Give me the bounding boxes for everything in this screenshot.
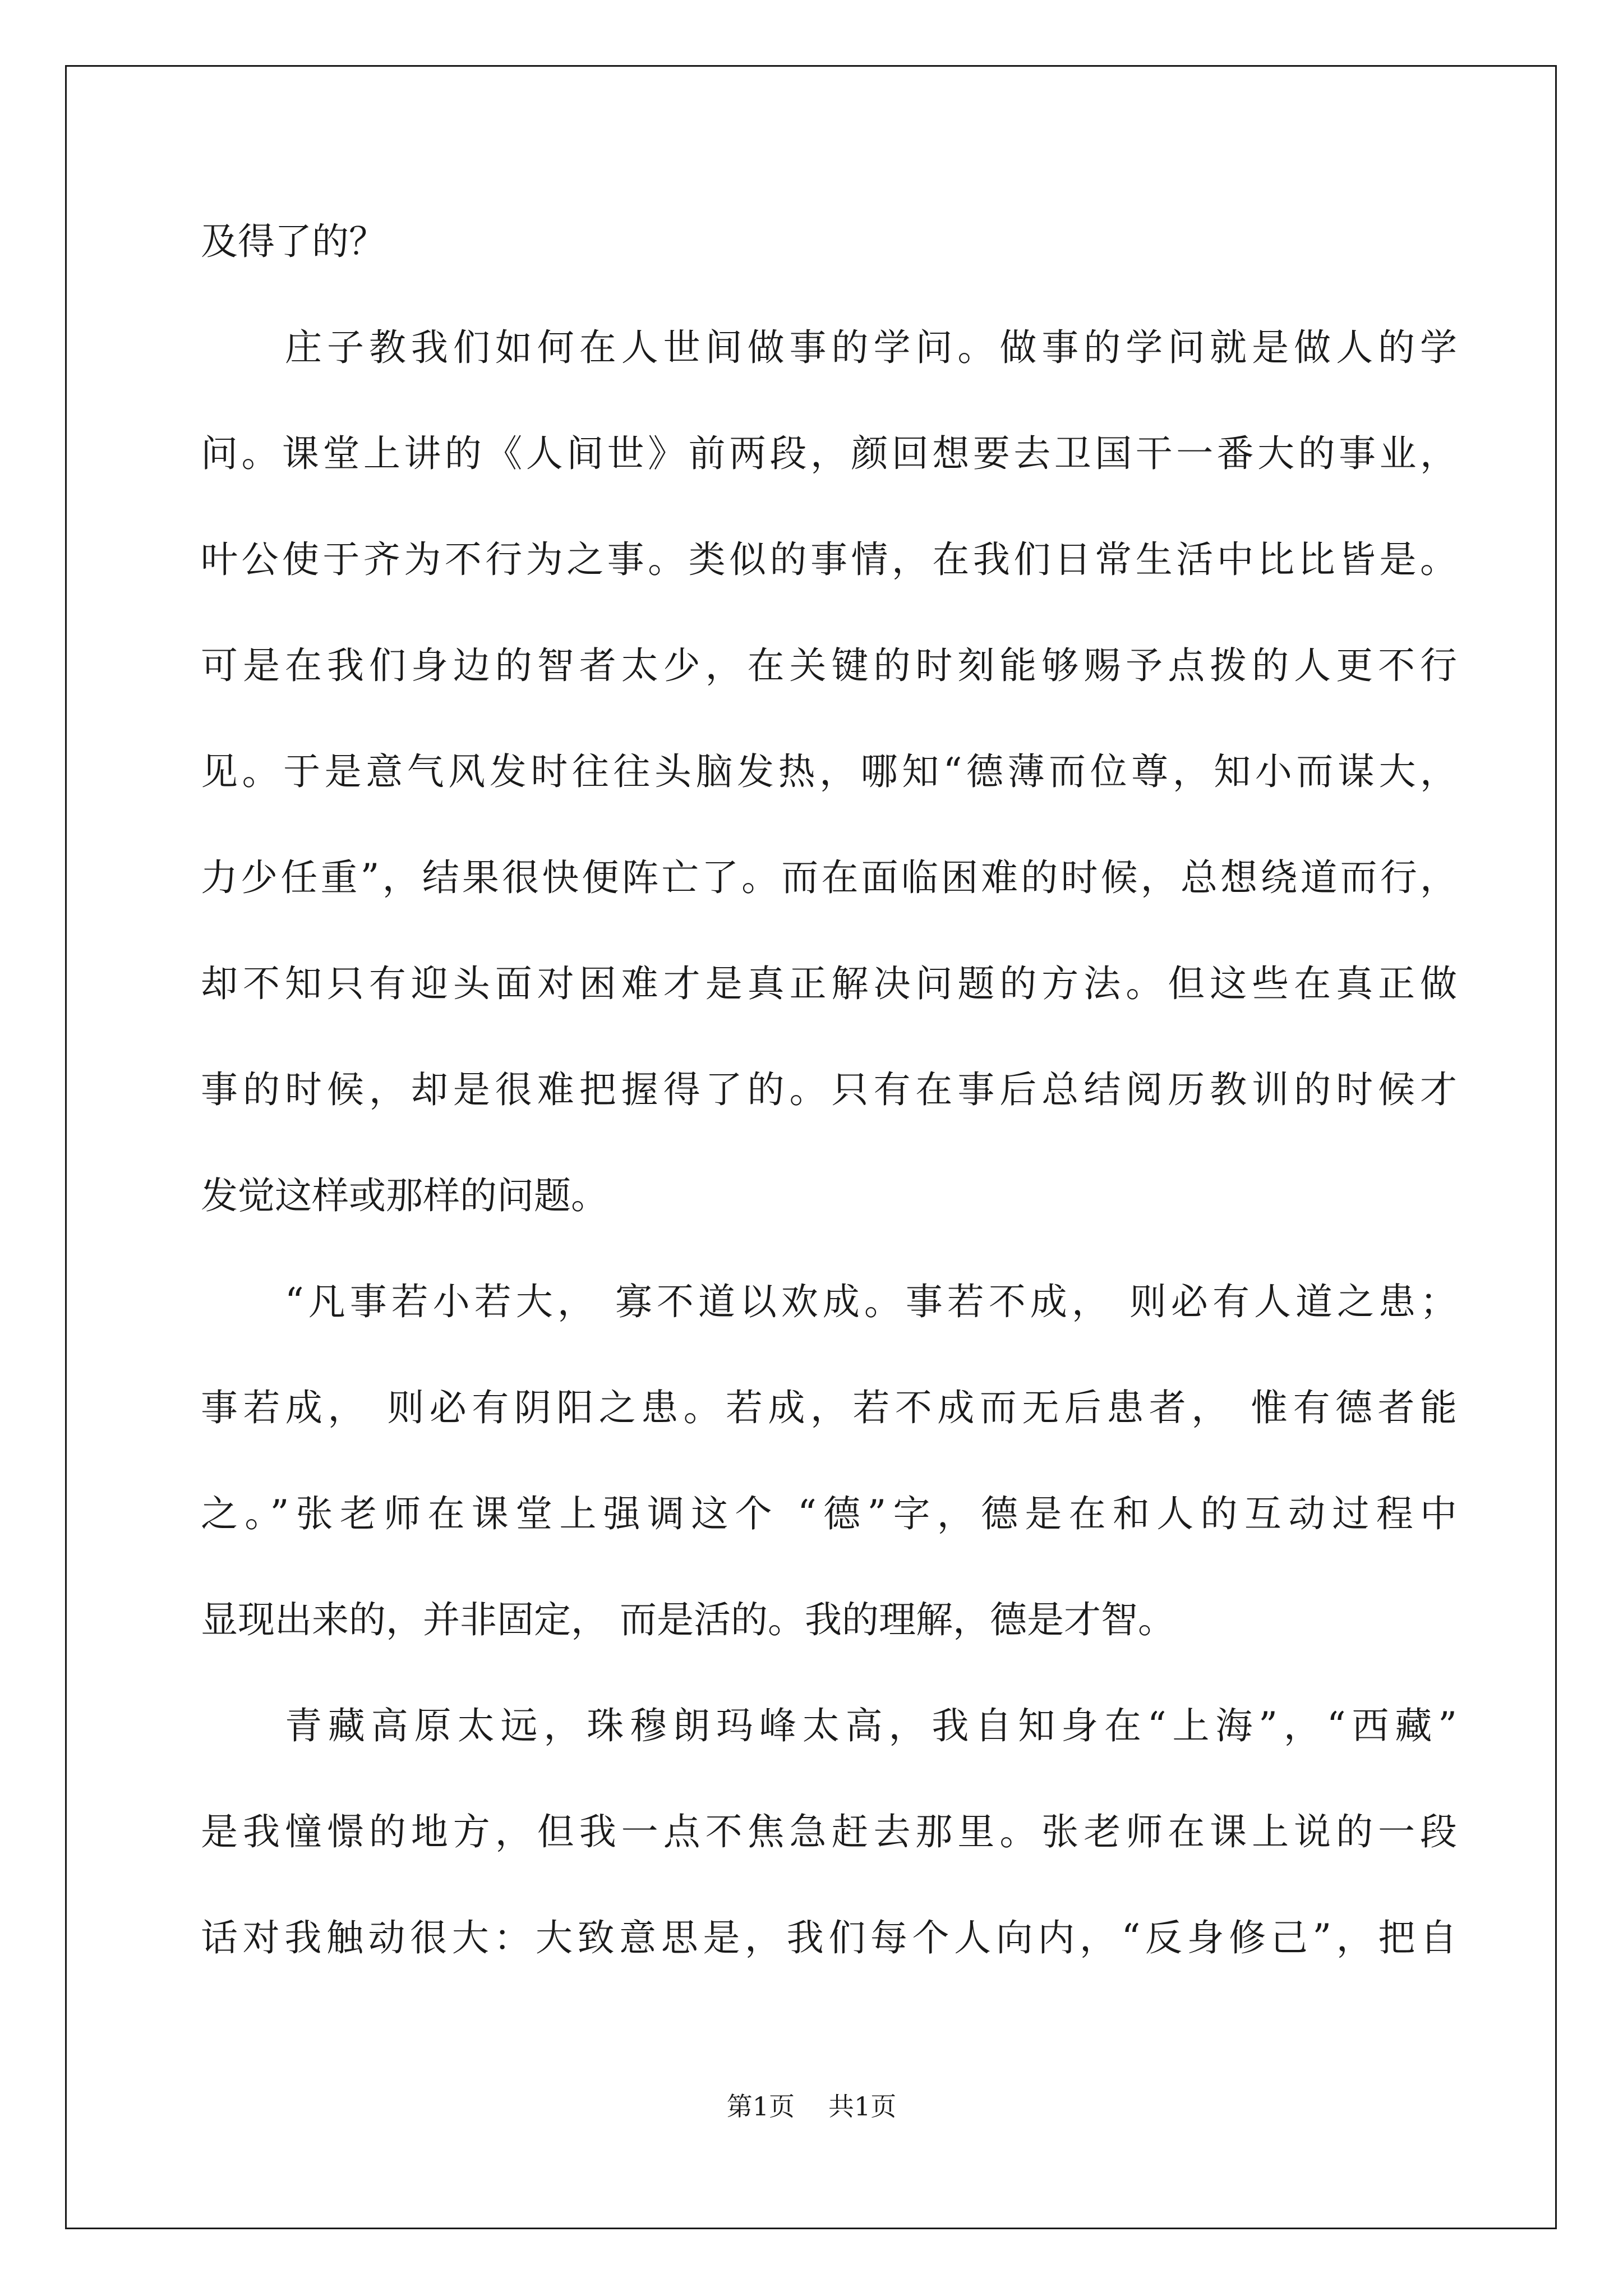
page-footer (0, 2090, 1623, 2123)
text-line: 叶公使于齐为不行为之事。类似的事情，在我们日常生活中比比皆是。 (201, 538, 1457, 581)
text-line: 力少任重”，结果很快便阵亡了。而在面临困难的时候，总想绕道而行， (201, 856, 1457, 899)
text-line: 话对我触动很大：大致意思是，我们每个人向内，“反身修己”，把自 (201, 1916, 1457, 1959)
text-line: 可是在我们身边的智者太少，在关键的时刻能够赐予点拨的人更不行 (201, 644, 1457, 687)
text-line: 见。于是意气风发时往往头脑发热，哪知“德薄而位尊，知小而谋大， (201, 750, 1457, 793)
text-line: 问。课堂上讲的《人间世》前两段，颜回想要去卫国干一番大的事业， (201, 432, 1457, 475)
text-line: 事若成， 则必有阴阳之患。若成，若不成而无后患者， 惟有德者能 (201, 1386, 1457, 1429)
page-number: 第1页 (726, 2091, 795, 2122)
text-line: 发觉这样或那样的问题。 (201, 1174, 608, 1217)
text-line: 却不知只有迎头面对困难才是真正解决问题的方法。但这些在真正做 (201, 962, 1457, 1005)
text-line: 事的时候，却是很难把握得了的。只有在事后总结阅历教训的时候才 (201, 1068, 1457, 1111)
text-line: “凡事若小若大， 寡不道以欢成。事若不成， 则必有人道之患； (285, 1280, 1457, 1323)
body-text (201, 216, 1457, 2018)
text-line: 显现出来的，并非固定， 而是活的。我的理解，德是才智。 (201, 1598, 1175, 1641)
text-line: 是我憧憬的地方，但我一点不焦急赶去那里。张老师在课上说的一段 (201, 1810, 1457, 1853)
text-line: 及得了的？ (201, 220, 386, 263)
page-total: 共1页 (828, 2091, 897, 2122)
text-line: 青藏高原太远，珠穆朗玛峰太高，我自知身在“上海”，“西藏” (285, 1704, 1457, 1747)
text-line: 庄子教我们如何在人世间做事的学问。做事的学问就是做人的学 (285, 326, 1457, 369)
text-line: 之。”张老师在课堂上强调这个 “德”字，德是在和人的互动过程中 (201, 1492, 1457, 1535)
